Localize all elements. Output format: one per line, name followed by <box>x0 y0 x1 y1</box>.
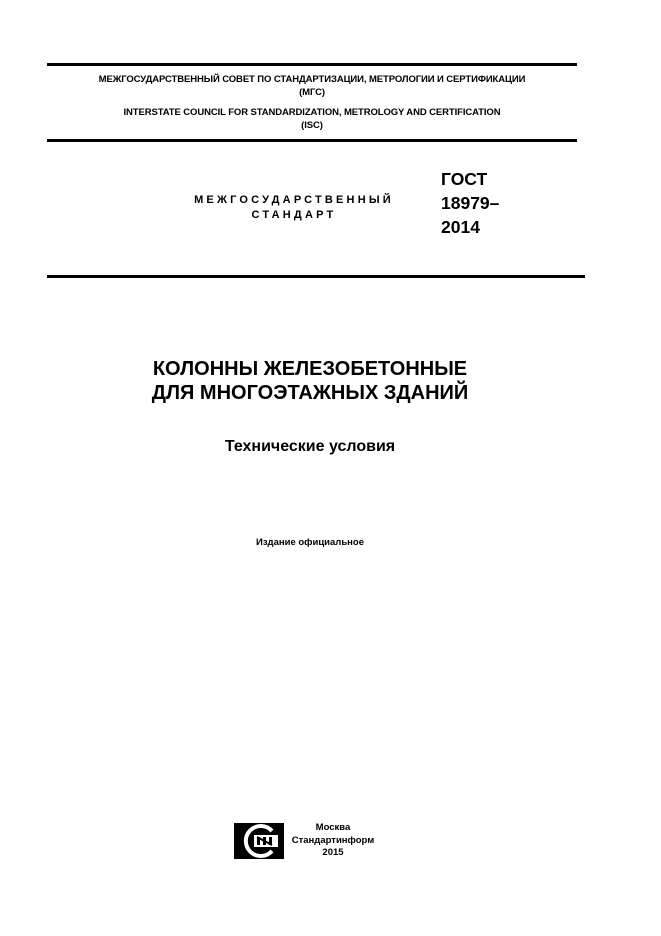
gost-number: 18979– <box>441 193 500 213</box>
middle-rule <box>47 139 577 142</box>
council-en-abbr: (ISC) <box>301 120 323 131</box>
top-rule <box>47 63 577 66</box>
council-ru-name: МЕЖГОСУДАРСТВЕННЫЙ СОВЕТ ПО СТАНДАРТИЗАЦИИ, МЕТРОЛОГИИ И СЕРТИФИКАЦИИ <box>98 74 526 85</box>
edition-note: Издание официальное <box>256 537 364 548</box>
document-title-line2: ДЛЯ МНОГОЭТАЖНЫХ ЗДАНИЙ <box>151 382 469 404</box>
standard-label-line2: СТАНДАРТ <box>251 209 337 221</box>
standard-label-line1: МЕЖГОСУДАРСТВЕННЫЙ <box>194 194 394 206</box>
publisher-year: 2015 <box>322 847 344 858</box>
council-en-name: INTERSTATE COUNCIL FOR STANDARDIZATION, METROLOGY AND CERTIFICATION <box>123 107 501 118</box>
standard-label <box>170 193 418 223</box>
document-subtitle: Технические условия <box>224 438 396 455</box>
standartinform-logo-icon <box>234 823 284 859</box>
document-title-line1: КОЛОННЫ ЖЕЛЕЗОБЕТОННЫЕ <box>152 358 468 380</box>
gost-code: ГОСТ <box>441 169 488 189</box>
bottom-rule <box>47 275 585 278</box>
document-title <box>60 357 560 405</box>
gost-designation <box>441 167 499 239</box>
council-ru-abbr: (МГС) <box>299 87 325 98</box>
council-ru <box>47 73 577 99</box>
publisher-city: Москва <box>315 822 351 833</box>
gost-year: 2014 <box>441 217 480 237</box>
publisher-name: Стандартинформ <box>291 834 375 846</box>
publisher <box>286 822 380 860</box>
council-en <box>47 106 577 132</box>
